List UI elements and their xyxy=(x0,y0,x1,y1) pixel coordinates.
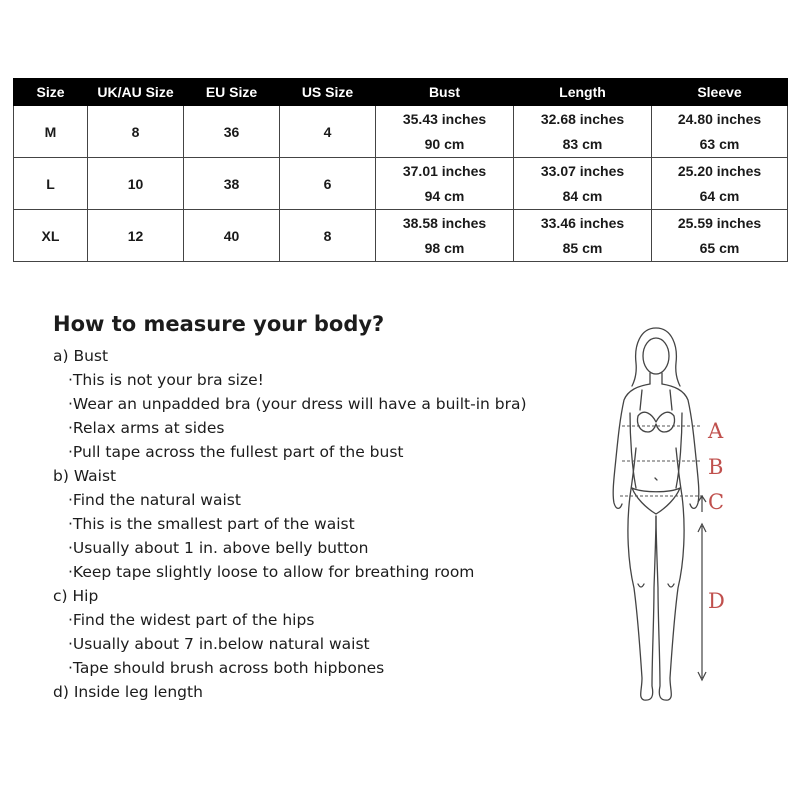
cell-sleeve xyxy=(652,106,788,158)
cell-eu-size: 40 xyxy=(184,210,280,262)
cell-eu-size: 38 xyxy=(184,158,280,210)
body-outline-illustration xyxy=(600,318,740,713)
bust-inches: 37.01 inches xyxy=(402,162,487,179)
length-inches: 32.68 inches xyxy=(540,110,625,127)
sleeve-inches: 24.80 inches xyxy=(677,110,762,127)
label-a: A xyxy=(708,419,724,443)
cell-size: XL xyxy=(14,210,88,262)
guide-item: ·Keep tape slightly loose to allow for breathing room xyxy=(68,563,475,581)
cell-eu-size: 36 xyxy=(184,106,280,158)
guide-item: ·Usually about 7 in.below natural waist xyxy=(68,635,370,653)
section-heading-waist: b) Waist xyxy=(53,467,117,485)
section-heading-hip: c) Hip xyxy=(53,587,99,605)
bust-cm: 94 cm xyxy=(424,188,465,205)
cell-sleeve xyxy=(652,158,788,210)
cell-length xyxy=(514,158,652,210)
length-inches: 33.07 inches xyxy=(540,162,625,179)
cell-uk-size: 10 xyxy=(88,158,184,210)
guide-item: ·Wear an unpadded bra (your dress will have a built-in bra) xyxy=(68,395,527,413)
section-heading-inside-leg: d) Inside leg length xyxy=(53,683,203,701)
cell-bust xyxy=(376,210,514,262)
table-row xyxy=(14,106,788,158)
header-sleeve: Sleeve xyxy=(652,79,788,106)
label-d: D xyxy=(708,589,725,613)
cell-length xyxy=(514,210,652,262)
bust-cm: 90 cm xyxy=(424,136,465,153)
header-eu-size: EU Size xyxy=(184,79,280,106)
bust-inches: 38.58 inches xyxy=(402,214,487,231)
cell-bust xyxy=(376,158,514,210)
cell-size: M xyxy=(14,106,88,158)
length-inches: 33.46 inches xyxy=(540,214,625,231)
guide-item: ·Tape should brush across both hipbones xyxy=(68,659,385,677)
table-row xyxy=(14,210,788,262)
measure-guide xyxy=(53,308,583,704)
sleeve-cm: 65 cm xyxy=(699,240,740,257)
header-length: Length xyxy=(514,79,652,106)
sleeve-cm: 64 cm xyxy=(699,188,740,205)
header-uk-au-size: UK/AU Size xyxy=(88,79,184,106)
guide-item: ·Find the widest part of the hips xyxy=(68,611,315,629)
header-size: Size xyxy=(14,79,88,106)
cell-us-size: 6 xyxy=(280,158,376,210)
guide-item: ·This is not your bra size! xyxy=(68,371,264,389)
cell-length xyxy=(514,106,652,158)
label-b: B xyxy=(708,455,724,479)
guide-item: ·Relax arms at sides xyxy=(68,419,225,437)
guide-item: ·Usually about 1 in. above belly button xyxy=(68,539,369,557)
guide-item: ·Pull tape across the fullest part of the bust xyxy=(68,443,404,461)
sleeve-inches: 25.20 inches xyxy=(677,162,762,179)
guide-title: How to measure your body? xyxy=(53,312,385,336)
length-cm: 84 cm xyxy=(562,188,603,205)
sleeve-cm: 63 cm xyxy=(699,136,740,153)
cell-uk-size: 8 xyxy=(88,106,184,158)
sleeve-inches: 25.59 inches xyxy=(677,214,762,231)
table-header-row xyxy=(14,79,788,106)
cell-sleeve xyxy=(652,210,788,262)
section-heading-bust: a) Bust xyxy=(53,347,109,365)
guide-item: ·Find the natural waist xyxy=(68,491,241,509)
guide-item: ·This is the smallest part of the waist xyxy=(68,515,355,533)
table-row xyxy=(14,158,788,210)
cell-us-size: 8 xyxy=(280,210,376,262)
cell-us-size: 4 xyxy=(280,106,376,158)
header-us-size: US Size xyxy=(280,79,376,106)
cell-bust xyxy=(376,106,514,158)
bust-cm: 98 cm xyxy=(424,240,465,257)
cell-uk-size: 12 xyxy=(88,210,184,262)
cell-size: L xyxy=(14,158,88,210)
size-chart-table xyxy=(13,78,788,262)
body-measurement-figure xyxy=(600,318,740,713)
length-cm: 85 cm xyxy=(562,240,603,257)
bust-inches: 35.43 inches xyxy=(402,110,487,127)
label-c: C xyxy=(708,490,725,514)
header-bust: Bust xyxy=(376,79,514,106)
length-cm: 83 cm xyxy=(562,136,603,153)
